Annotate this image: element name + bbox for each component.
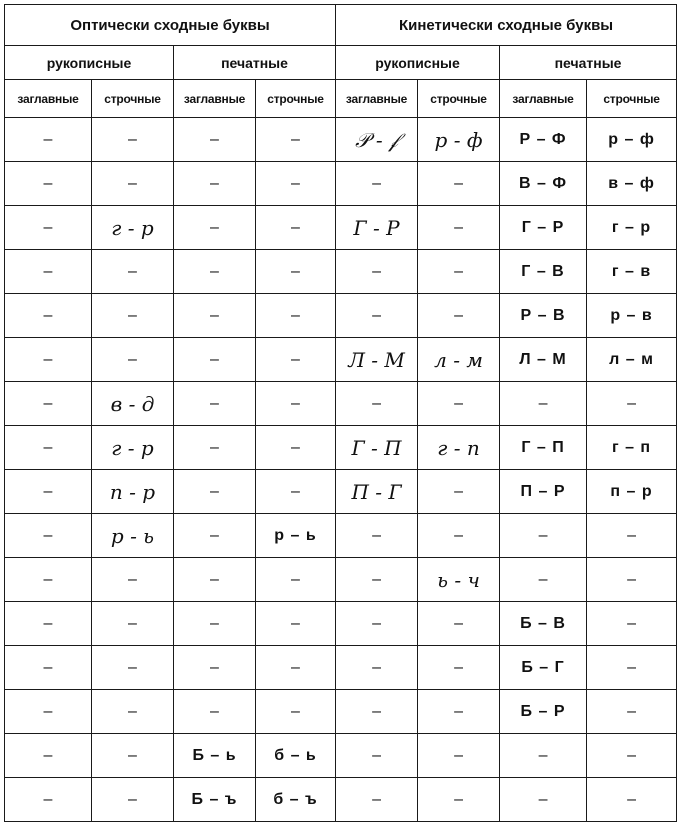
table-row	[5, 294, 677, 338]
table-cell: –	[418, 690, 500, 734]
table-cell: –	[5, 294, 92, 338]
table-cell: –	[92, 338, 174, 382]
table-cell: г – р	[587, 206, 677, 250]
table-row	[5, 514, 677, 558]
table-cell: –	[418, 294, 500, 338]
table-cell: Г - П	[336, 426, 418, 470]
table-cell: –	[174, 294, 256, 338]
table-row	[5, 206, 677, 250]
table-cell: –	[418, 250, 500, 294]
table-row	[5, 118, 677, 162]
table-cell: –	[5, 558, 92, 602]
table-cell: –	[92, 118, 174, 162]
table-cell: –	[174, 470, 256, 514]
table-cell: –	[5, 646, 92, 690]
table-cell: г – в	[587, 250, 677, 294]
table-cell: –	[587, 602, 677, 646]
table-cell: В – Ф	[500, 162, 587, 206]
table-cell: –	[5, 470, 92, 514]
table-cell: –	[418, 778, 500, 822]
table-cell: –	[336, 646, 418, 690]
table-row	[5, 690, 677, 734]
col-header-capital: заглавные	[500, 80, 587, 118]
optical-handwritten-header: рукописные	[5, 46, 174, 80]
table-cell: в - д	[92, 382, 174, 426]
table-cell: –	[174, 690, 256, 734]
table-cell: Г - Р	[336, 206, 418, 250]
table-cell: –	[336, 734, 418, 778]
table-row	[5, 470, 677, 514]
table-cell: –	[500, 382, 587, 426]
table-cell: –	[92, 250, 174, 294]
table-cell: Б – В	[500, 602, 587, 646]
table-cell: –	[5, 162, 92, 206]
table-cell: р – ь	[256, 514, 336, 558]
table-cell: –	[174, 558, 256, 602]
kinetic-header: Кинетически сходные буквы	[336, 5, 677, 46]
table-row	[5, 734, 677, 778]
table-cell: –	[92, 602, 174, 646]
table-cell: П - Г	[336, 470, 418, 514]
table-cell: г - р	[92, 206, 174, 250]
table-cell: –	[174, 250, 256, 294]
table-row	[5, 162, 677, 206]
table-cell: –	[5, 690, 92, 734]
table-row	[5, 602, 677, 646]
table-cell: –	[92, 778, 174, 822]
table-cell: ь - ч	[418, 558, 500, 602]
table-cell: п – р	[587, 470, 677, 514]
table-cell: Л - М	[336, 338, 418, 382]
optical-header: Оптически сходные буквы	[5, 5, 336, 46]
col-header-lowercase: строчные	[92, 80, 174, 118]
table-cell: –	[418, 514, 500, 558]
col-header-lowercase: строчные	[587, 80, 677, 118]
table-cell: –	[418, 734, 500, 778]
table-cell: в – ф	[587, 162, 677, 206]
col-header-capital: заглавные	[5, 80, 92, 118]
table-cell: Г – В	[500, 250, 587, 294]
table-cell: –	[174, 426, 256, 470]
table-cell: –	[92, 162, 174, 206]
table-cell: б – ъ	[256, 778, 336, 822]
table-cell: –	[256, 338, 336, 382]
table-cell: –	[500, 778, 587, 822]
kinetic-handwritten-header: рукописные	[336, 46, 500, 80]
table-cell: –	[587, 690, 677, 734]
table-cell: р – ф	[587, 118, 677, 162]
table-cell: л – м	[587, 338, 677, 382]
table-cell: –	[336, 690, 418, 734]
table-cell: –	[418, 470, 500, 514]
col-header-lowercase: строчные	[418, 80, 500, 118]
table-cell: –	[256, 426, 336, 470]
table-cell: –	[174, 602, 256, 646]
table-cell: –	[256, 602, 336, 646]
table-cell: –	[336, 602, 418, 646]
table-cell: –	[5, 778, 92, 822]
table-cell: –	[5, 514, 92, 558]
table-cell: –	[336, 382, 418, 426]
table-cell: 𝒫 - 𝒻	[336, 118, 418, 162]
table-cell: –	[587, 734, 677, 778]
table-cell: б – ь	[256, 734, 336, 778]
table-cell: –	[336, 778, 418, 822]
table-cell: –	[500, 514, 587, 558]
table-cell: –	[256, 646, 336, 690]
table-cell: –	[256, 206, 336, 250]
table-cell: Б – Р	[500, 690, 587, 734]
table-cell: –	[336, 162, 418, 206]
table-cell: –	[5, 602, 92, 646]
table-cell: –	[418, 646, 500, 690]
table-cell: –	[174, 646, 256, 690]
table-cell: –	[174, 514, 256, 558]
table-cell: г - р	[92, 426, 174, 470]
col-header-capital: заглавные	[336, 80, 418, 118]
table-cell: –	[336, 514, 418, 558]
table-cell: –	[174, 206, 256, 250]
table-cell: Г – Р	[500, 206, 587, 250]
table-cell: р - ф	[418, 118, 500, 162]
table-cell: –	[587, 646, 677, 690]
table-cell: Г – П	[500, 426, 587, 470]
table-cell: л - м	[418, 338, 500, 382]
table-cell: –	[587, 382, 677, 426]
table-cell: –	[256, 118, 336, 162]
table-cell: –	[336, 250, 418, 294]
table-cell: –	[5, 206, 92, 250]
table-cell: –	[5, 734, 92, 778]
table-cell: –	[256, 558, 336, 602]
optical-printed-header: печатные	[174, 46, 336, 80]
table-cell: –	[500, 734, 587, 778]
table-cell: –	[174, 118, 256, 162]
table-cell: Б – ь	[174, 734, 256, 778]
table-cell: п - р	[92, 470, 174, 514]
table-cell: –	[5, 382, 92, 426]
table-cell: –	[5, 118, 92, 162]
table-cell: –	[256, 162, 336, 206]
table-cell: г - п	[418, 426, 500, 470]
table-cell: –	[5, 250, 92, 294]
table-body	[5, 118, 677, 822]
table-cell: Р – Ф	[500, 118, 587, 162]
table-cell: –	[92, 690, 174, 734]
table-cell: –	[587, 514, 677, 558]
table-cell: р – в	[587, 294, 677, 338]
table-cell: –	[587, 778, 677, 822]
table-cell: –	[174, 162, 256, 206]
table-cell: –	[256, 470, 336, 514]
table-cell: –	[587, 558, 677, 602]
table-row	[5, 558, 677, 602]
table-cell: г – п	[587, 426, 677, 470]
table-cell: –	[92, 646, 174, 690]
table-row	[5, 382, 677, 426]
table-row	[5, 250, 677, 294]
table-cell: –	[92, 294, 174, 338]
table-cell: –	[92, 734, 174, 778]
similar-letters-table	[4, 4, 677, 822]
table-row	[5, 778, 677, 822]
table-cell: –	[418, 602, 500, 646]
table-cell: –	[336, 558, 418, 602]
table-cell: Б – Г	[500, 646, 587, 690]
table-cell: –	[256, 382, 336, 426]
table-cell: –	[418, 162, 500, 206]
table-row	[5, 426, 677, 470]
kinetic-printed-header: печатные	[500, 46, 677, 80]
table-cell: –	[418, 382, 500, 426]
table-row	[5, 338, 677, 382]
table-row	[5, 646, 677, 690]
table-cell: –	[5, 426, 92, 470]
col-header-capital: заглавные	[174, 80, 256, 118]
table-cell: –	[336, 294, 418, 338]
table-cell: Б – ъ	[174, 778, 256, 822]
table-cell: Р – В	[500, 294, 587, 338]
table-cell: –	[256, 250, 336, 294]
table-cell: –	[92, 558, 174, 602]
col-header-lowercase: строчные	[256, 80, 336, 118]
table-cell: Л – М	[500, 338, 587, 382]
table-cell: –	[174, 382, 256, 426]
table-cell: –	[174, 338, 256, 382]
table-cell: –	[256, 690, 336, 734]
table-cell: –	[418, 206, 500, 250]
table-cell: –	[500, 558, 587, 602]
table-cell: –	[5, 338, 92, 382]
table-cell: р - ь	[92, 514, 174, 558]
table-cell: –	[256, 294, 336, 338]
table-cell: П – Р	[500, 470, 587, 514]
